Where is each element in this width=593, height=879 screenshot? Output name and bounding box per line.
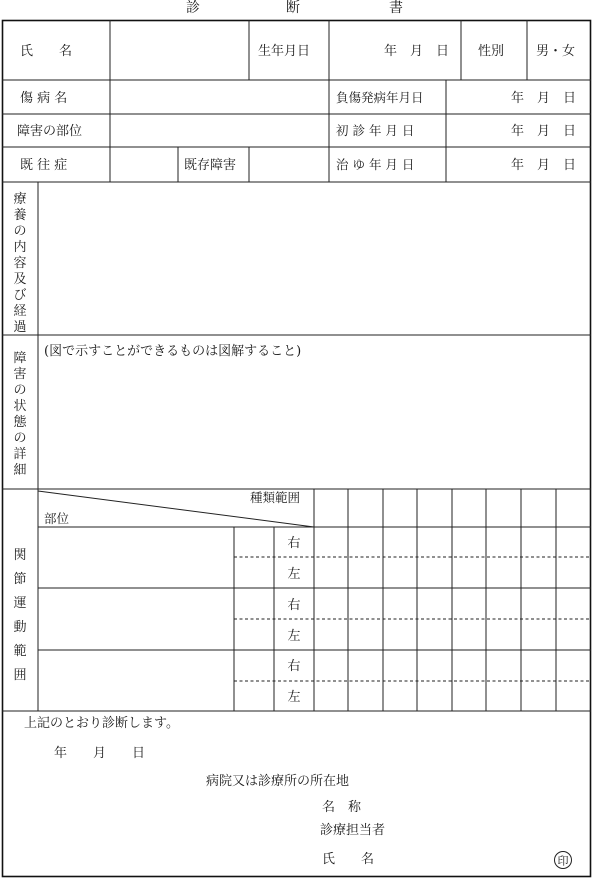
right-side-label: 右 — [287, 659, 301, 674]
left-side-label: 左 — [287, 629, 301, 644]
onset-date-field[interactable] — [448, 82, 589, 112]
treatment-label: 療養の内容及び経過 — [13, 192, 27, 335]
title-char-1: 診 — [186, 0, 200, 16]
sex-field[interactable] — [529, 22, 589, 78]
disability-state-label: 障害の状態の詳細 — [13, 351, 27, 478]
left-side-label: 左 — [287, 567, 301, 582]
birth-date-label: 生年月日 — [258, 44, 311, 59]
existing-disability-field[interactable] — [251, 149, 327, 180]
treatment-field[interactable] — [40, 184, 589, 333]
statement-text: 上記のとおり診断します。 — [24, 716, 179, 731]
birth-date-field[interactable] — [331, 22, 459, 78]
diagnosis-date: 年 月 日 — [54, 746, 146, 761]
injury-part-field[interactable] — [112, 116, 327, 145]
joint-rom-label: 関節運動範囲 — [13, 548, 27, 683]
facility-address-label: 病院又は診療所の所在地 — [206, 774, 350, 789]
first-visit-date-field[interactable] — [448, 116, 589, 145]
sex-label: 性別 — [478, 44, 505, 59]
doctor-name-label: 氏 名 — [322, 852, 375, 867]
disease-name-field[interactable] — [112, 82, 327, 112]
medical-history-label: 既 往 症 — [20, 158, 68, 173]
cure-date-field[interactable] — [448, 149, 589, 180]
diagram-note: (図で示すことができるものは図解すること) — [44, 344, 302, 359]
injury-part-label: 障害の部位 — [17, 124, 83, 139]
name-label: 氏 名 — [20, 44, 73, 59]
right-side-label: 右 — [287, 536, 301, 551]
facility-name-label: 名 称 — [322, 800, 362, 815]
existing-disability-label: 既存障害 — [184, 158, 237, 173]
type-range-label: 種類範囲 — [250, 490, 301, 505]
disease-name-label: 傷 病 名 — [20, 91, 68, 106]
rom-part-field[interactable] — [40, 652, 232, 709]
left-side-label: 左 — [287, 690, 301, 705]
title-char-3: 書 — [389, 0, 403, 16]
seal-mark: 印 — [557, 854, 569, 868]
right-side-label: 右 — [287, 598, 301, 613]
body-part-label: 部位 — [44, 511, 70, 526]
rom-part-field[interactable] — [40, 590, 232, 648]
title-char-2: 断 — [286, 0, 300, 16]
doctor-label: 診療担当者 — [320, 823, 386, 838]
cure-date-label: 治 ゆ 年 月 日 — [336, 157, 415, 172]
onset-date-label: 負傷発病年月日 — [336, 90, 424, 105]
patient-name-field[interactable] — [112, 22, 247, 78]
medical-history-field[interactable] — [112, 149, 176, 180]
first-visit-date-label: 初 診 年 月 日 — [336, 123, 415, 138]
rom-part-field[interactable] — [40, 529, 232, 586]
disability-state-field[interactable] — [40, 362, 589, 487]
